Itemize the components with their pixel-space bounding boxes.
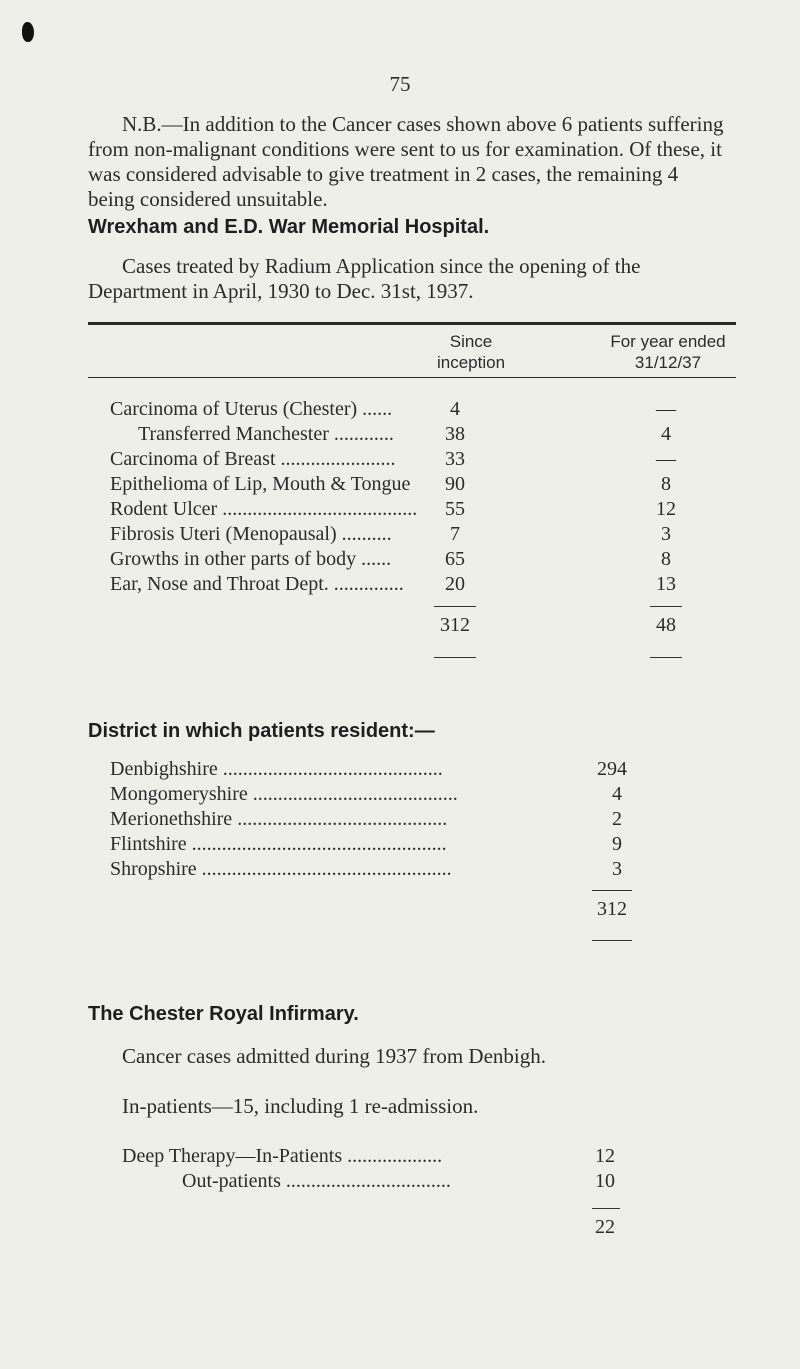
district-label: Shropshire ..................................................	[110, 858, 452, 880]
therapy-value: 10	[595, 1170, 615, 1192]
district-row	[110, 858, 650, 884]
page-number: 75	[389, 72, 411, 96]
radium-cases-intro: Cases treated by Radium Application since the opening of the Department in April, 1930 to Dec. 31st, 1937.	[88, 254, 641, 303]
cancer-admissions-line: Cancer cases admitted during 1937 from Denbigh.	[122, 1044, 546, 1068]
since-value: 65	[445, 548, 465, 570]
table-header-rule	[88, 377, 736, 378]
district-subtotal-rule	[592, 890, 632, 891]
row-label: Ear, Nose and Throat Dept. ..............	[110, 573, 404, 595]
wrexham-hospital-heading: Wrexham and E.D. War Memorial Hospital.	[88, 216, 490, 238]
in-patients-line: In-patients—15, including 1 re-admission.	[122, 1094, 479, 1118]
since-value: 33	[445, 448, 465, 470]
district-value: 4	[612, 783, 622, 805]
row-label: Rodent Ulcer .......................................	[110, 498, 418, 520]
row-label: Epithelioma of Lip, Mouth & Tongue	[110, 473, 411, 495]
year-total: 48	[656, 614, 676, 636]
district-label: Denbighshire ............................................	[110, 758, 443, 780]
row-label: Carcinoma of Uterus (Chester) ......	[110, 398, 393, 420]
district-label: Flintshire ...................................................	[110, 833, 447, 855]
row-label: Carcinoma of Breast .......................	[110, 448, 396, 470]
year-value: —	[656, 448, 676, 470]
table-row	[110, 498, 650, 524]
col-year-ended-header	[596, 331, 740, 373]
year-value: —	[656, 398, 676, 420]
year-value: 13	[656, 573, 676, 595]
col-since-label: Since	[449, 332, 493, 351]
district-heading: District in which patients resident:—	[88, 720, 435, 742]
table-row	[110, 548, 650, 574]
table-row	[110, 423, 650, 449]
total-rule	[650, 657, 682, 658]
since-value: 4	[450, 398, 460, 420]
district-value: 294	[597, 758, 627, 780]
district-label: Mongomeryshire .........................................	[110, 783, 458, 805]
ink-blot-mark	[22, 22, 34, 42]
row-label: Growths in other parts of body ......	[110, 548, 392, 570]
since-value: 38	[445, 423, 465, 445]
row-label: Transferred Manchester ............	[138, 423, 394, 445]
district-row	[110, 808, 650, 834]
col-since-inception-header	[428, 331, 514, 373]
year-value: 8	[661, 548, 671, 570]
district-value: 2	[612, 808, 622, 830]
table-row	[110, 473, 650, 499]
since-value: 55	[445, 498, 465, 520]
table-row	[110, 448, 650, 474]
note-paragraph: N.B.—In addition to the Cancer cases shown above 6 patients suffering from non-malignant conditions were sent to us for examination. Of these, it was considered advisable to give treatment in 2 cases, the remaining 4 being considered unsuitable.	[88, 112, 724, 211]
year-value: 12	[656, 498, 676, 520]
since-total: 312	[440, 614, 470, 636]
table-top-rule	[88, 322, 736, 325]
therapy-value: 12	[595, 1145, 615, 1167]
year-value: 3	[661, 523, 671, 545]
col-year-ended-label: For year ended	[610, 332, 726, 351]
table-row	[110, 398, 650, 424]
subtotal-rule	[434, 606, 476, 607]
district-label: Merionethshire ..........................................	[110, 808, 448, 830]
therapy-label: Deep Therapy—In-Patients ...................	[122, 1145, 443, 1167]
district-total-rule	[592, 940, 632, 941]
therapy-total: 22	[595, 1216, 615, 1238]
district-row	[110, 758, 650, 784]
therapy-label: Out-patients .................................	[182, 1170, 451, 1192]
col-inception-label: inception	[436, 353, 506, 372]
year-value: 4	[661, 423, 671, 445]
table-row	[110, 573, 650, 599]
col-year-date-label: 31/12/37	[634, 353, 702, 372]
subtotal-rule	[650, 606, 682, 607]
since-value: 20	[445, 573, 465, 595]
district-row	[110, 833, 650, 859]
therapy-subtotal-rule	[592, 1208, 620, 1209]
district-total: 312	[597, 898, 627, 920]
row-label: Fibrosis Uteri (Menopausal) ..........	[110, 523, 392, 545]
since-value: 7	[450, 523, 460, 545]
district-row	[110, 783, 650, 809]
district-value: 9	[612, 833, 622, 855]
chester-infirmary-heading: The Chester Royal Infirmary.	[88, 1003, 359, 1025]
district-value: 3	[612, 858, 622, 880]
total-rule	[434, 657, 476, 658]
since-value: 90	[445, 473, 465, 495]
year-value: 8	[661, 473, 671, 495]
table-row	[110, 523, 650, 549]
